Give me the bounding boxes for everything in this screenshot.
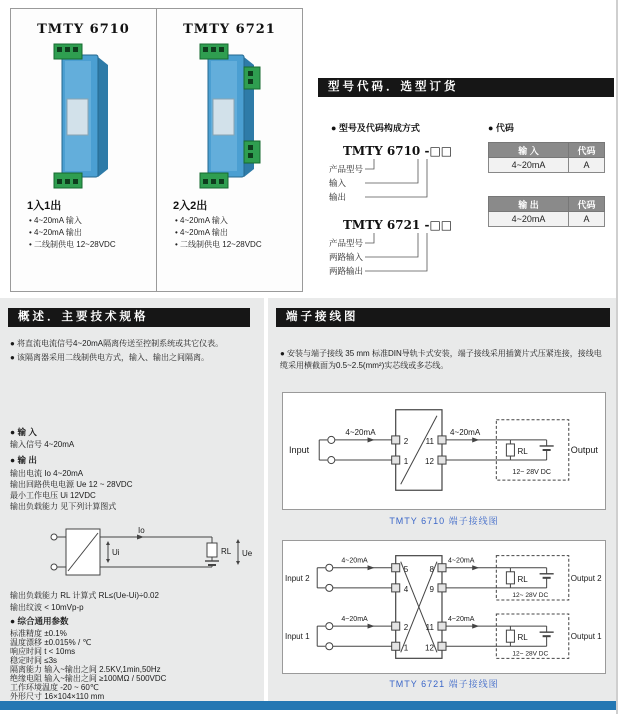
spec-line: 隔离能力 输入~输出之间 2.5KV,1min,50Hz — [10, 665, 161, 674]
table-row — [489, 212, 605, 227]
model-code-diagram-6721 — [329, 216, 494, 280]
product-gallery — [10, 8, 303, 292]
terminal-block-right-top-icon — [244, 67, 260, 89]
spec-line: 输出电流 Io 4~20mA — [10, 469, 84, 478]
product-feature-list — [175, 215, 302, 251]
wiring-diagram-6721 — [282, 540, 606, 674]
product-feature-list — [29, 215, 156, 251]
spec-intro-line: ● 该隔离器采用二线制供电方式，输入、输出之间隔离。 — [10, 353, 210, 362]
output-label: Output 1 — [570, 632, 602, 642]
diagram-caption-6710: TMTY 6710 端子接线图 — [389, 516, 499, 526]
terminal-block-bottom-icon — [200, 173, 228, 188]
signal-label: 4~20mA — [450, 427, 481, 437]
specs-section-header: 概述．主要技术规格 — [8, 308, 250, 327]
spec-line: 稳定时间 ≤3s — [10, 656, 58, 665]
product-image-6710 — [11, 41, 156, 193]
terminal-number: 12 — [424, 457, 434, 467]
spec-line: 输入信号 4~20mA — [10, 440, 75, 449]
supply-label: 12~ 28V DC — [512, 591, 549, 599]
input-label: Input 2 — [285, 573, 310, 583]
model-code-label: 产品型号 — [329, 164, 364, 174]
terminal-block-right-bottom-icon — [244, 141, 260, 163]
product-title: TMTY 6721 — [183, 22, 276, 37]
table-cell: A — [569, 158, 605, 173]
spec-line: 输出负载能力 见下列计算图式 — [10, 502, 117, 511]
terminal-number: 9 — [429, 584, 434, 594]
diagram-caption-6721: TMTY 6721 端子接线图 — [389, 679, 499, 689]
signal-label: 4~20mA — [345, 427, 376, 437]
table-header-cell: 代码 — [569, 197, 605, 212]
din-module-illustration — [36, 41, 132, 191]
product-feature: • 二线制供电 12~28VDC — [175, 240, 262, 249]
spec-line: 外形尺寸 16×104×110 mm — [10, 692, 105, 701]
bottom-accent-bar — [0, 701, 618, 710]
rl-label: RL — [221, 547, 232, 556]
model-code-label: 两路输出 — [329, 266, 364, 276]
din-module-illustration — [182, 41, 278, 191]
product-feature: • 4~20mA 输入 — [29, 216, 82, 225]
product-feature: • 4~20mA 输入 — [175, 216, 228, 225]
load-label: RL — [517, 447, 528, 457]
model-code-diagram-6710 — [329, 142, 494, 206]
io-label: Io — [138, 526, 145, 535]
product-card-6721 — [156, 8, 303, 292]
spec-line: 输出回路供电电源 Ue 12 ~ 28VDC — [10, 480, 133, 489]
terminal-number: 12 — [424, 643, 434, 653]
table-header-cell: 输 出 — [489, 197, 569, 212]
table-cell: 4~20mA — [489, 212, 569, 227]
terminal-block-top-icon — [54, 44, 82, 59]
signal-label: 4~20mA — [448, 557, 475, 565]
wiring-panel — [268, 298, 618, 701]
wiring-diagram-6710 — [282, 392, 606, 510]
input-label: Input — [289, 445, 310, 456]
table-header-cell: 输 入 — [489, 143, 569, 158]
signal-label: 4~20mA — [448, 616, 475, 624]
terminal-number: 2 — [403, 623, 409, 633]
model-code-label: 输入 — [329, 178, 347, 188]
supply-label: 12~ 28V DC — [512, 469, 551, 477]
table-row — [489, 158, 605, 173]
label-window — [67, 99, 88, 135]
terminal-number: 4 — [403, 584, 409, 594]
ue-label: Ue — [242, 549, 253, 558]
output-code-table — [488, 196, 605, 227]
ui-label: Ui — [112, 548, 120, 557]
spec-section-title: ● 输 出 — [10, 455, 37, 465]
spec-line: 响应时间 t < 10ms — [10, 647, 76, 656]
supply-label: 12~ 28V DC — [512, 650, 549, 658]
product-card-6710 — [10, 8, 157, 292]
product-title: TMTY 6710 — [37, 22, 130, 37]
specs-panel — [0, 298, 264, 701]
terminal-number: 1 — [403, 643, 409, 653]
model-code: TMTY 6721 -□□ — [343, 218, 453, 232]
wiring-diagram-6721-svg — [283, 541, 605, 673]
input-code-table — [488, 142, 605, 173]
terminal-number: 11 — [425, 436, 434, 446]
load-calc-diagram — [42, 523, 257, 581]
spec-line: 最小工作电压 Ui 12VDC — [10, 491, 96, 500]
table-cell: 4~20mA — [489, 158, 569, 173]
product-caption: 2入2出 — [173, 200, 208, 212]
product-feature: • 4~20mA 输出 — [175, 228, 228, 237]
product-caption: 1入1出 — [27, 200, 62, 212]
terminal-block-bottom-icon — [54, 173, 82, 188]
spec-line: 工作环境温度 -20 ~ 60℃ — [10, 683, 99, 692]
product-image-6721 — [157, 41, 302, 193]
wiring-diagram-6710-svg — [283, 393, 605, 509]
code-bullet: ● 代码 — [488, 123, 514, 133]
input-label: Input 1 — [285, 632, 310, 642]
wiring-note: ● 安装与端子接线 35 mm 标准DIN导轨卡式安装，端子接线采用插簧片式压紧连接，接线电缆采用横截面为0.5~2.5(mm²)实芯线或多芯线。 — [280, 349, 602, 370]
spec-line: 绝缘电阻 输入~输出之间 ≥100MΩ / 500VDC — [10, 674, 167, 683]
output-label: Output 2 — [570, 573, 602, 583]
signal-label: 4~20mA — [341, 616, 368, 624]
wiring-section-header: 端子接线图 — [276, 308, 610, 327]
terminal-number: 8 — [429, 564, 434, 574]
model-code-label: 产品型号 — [329, 238, 364, 248]
method-bullet: ● 型号及代码构成方式 — [331, 123, 420, 133]
product-feature: • 4~20mA 输出 — [29, 228, 82, 237]
load-label: RL — [517, 633, 528, 643]
terminal-number: 1 — [403, 457, 409, 467]
terminal-number: 11 — [425, 623, 434, 633]
spec-line: 输出负载能力 RL 计算式 RL≤(Ue-Ui)÷0.02 — [10, 591, 159, 600]
label-window — [213, 99, 234, 135]
spec-line: 温度漂移 ±0.015% / ℃ — [10, 638, 92, 647]
table-header-cell: 代码 — [569, 143, 605, 158]
terminal-number: 2 — [403, 436, 409, 446]
signal-label: 4~20mA — [341, 557, 368, 565]
product-feature: • 二线制供电 12~28VDC — [29, 240, 116, 249]
spec-intro-line: ● 将直流电流信号4~20mA隔离传送至控制系统或其它仪表。 — [10, 339, 224, 348]
spec-line: 输出纹波 < 10mVp-p — [10, 603, 84, 612]
spec-section-title: ● 综合通用参数 — [10, 616, 69, 626]
model-code-label: 输出 — [329, 192, 347, 202]
model-code-label: 两路输入 — [329, 252, 364, 262]
spec-line: 标准精度 ±0.1% — [10, 629, 67, 638]
output-label: Output — [570, 445, 598, 456]
spec-section-title: ● 输 入 — [10, 427, 37, 437]
terminal-number: 5 — [403, 564, 409, 574]
terminal-block-top-icon — [200, 44, 228, 59]
table-cell: A — [569, 212, 605, 227]
load-label: RL — [517, 574, 528, 584]
model-code: TMTY 6710 -□□ — [343, 144, 453, 158]
ordering-section-header: 型号代码．选型订货 — [318, 78, 614, 97]
